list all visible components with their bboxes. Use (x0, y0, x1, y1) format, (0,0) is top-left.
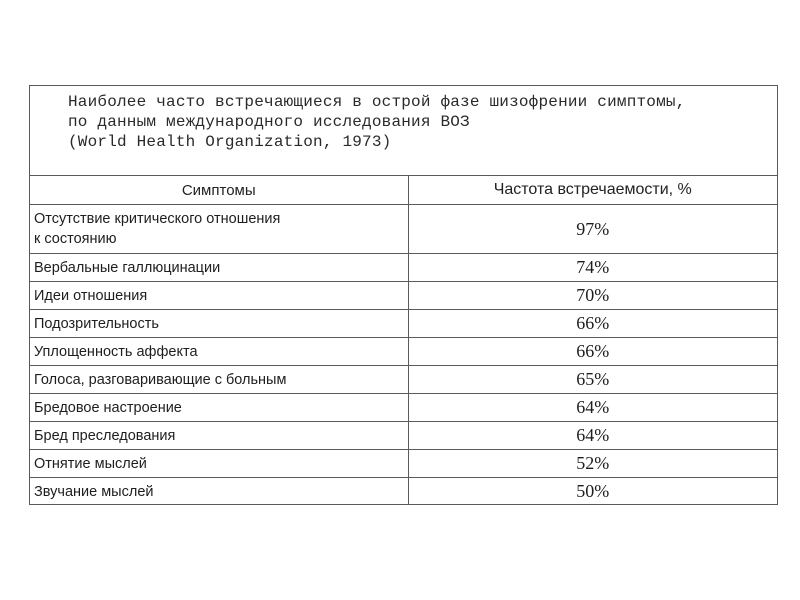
symptom-cell: Вербальные галлюцинации (30, 254, 408, 282)
symptoms-table (29, 85, 778, 505)
table-row (30, 450, 777, 478)
symptom-cell: Бредовое настроение (30, 394, 408, 422)
header-symptoms: Симптомы (181, 181, 256, 199)
table-row (30, 394, 777, 422)
table-row (30, 478, 777, 506)
frequency-cell: 64% (408, 422, 777, 450)
symptom-cell: Отнятие мыслей (30, 450, 408, 478)
table-row (30, 254, 777, 282)
symptom-cell: Идеи отношения (30, 282, 408, 310)
symptom-text: к состоянию (34, 231, 117, 247)
frequency-cell: 66% (408, 310, 777, 338)
frequency-cell: 66% (408, 338, 777, 366)
symptom-cell: Голоса, разговаривающие с больным (30, 366, 408, 394)
frequency-cell: 50% (408, 478, 777, 506)
table-caption (30, 86, 777, 176)
table-row (30, 338, 777, 366)
frequency-cell: 52% (408, 450, 777, 478)
symptom-cell: Уплощенность аффекта (30, 338, 408, 366)
table-row (30, 205, 777, 254)
table-row (30, 310, 777, 338)
caption-line-1: Наиболее часто встречающиеся в острой фазе шизофрении симптомы, (68, 93, 686, 111)
caption-line-3: (World Health Organization, 1973) (68, 133, 392, 151)
symptom-cell: Бред преследования (30, 422, 408, 450)
table-row (30, 282, 777, 310)
symptoms-grid (30, 176, 777, 505)
frequency-cell: 64% (408, 394, 777, 422)
symptom-cell: Подозрительность (30, 310, 408, 338)
frequency-cell: 74% (408, 254, 777, 282)
table-row (30, 422, 777, 450)
caption-line-2: по данным международного исследования ВОЗ (68, 113, 470, 131)
header-frequency: Частота встречаемости, % (408, 176, 777, 205)
frequency-cell: 65% (408, 366, 777, 394)
symptom-cell: Звучание мыслей (30, 478, 408, 506)
header-row (30, 176, 777, 205)
symptom-text: Отсутствие критического отношения (34, 211, 281, 227)
frequency-cell: 70% (408, 282, 777, 310)
table-row (30, 366, 777, 394)
frequency-cell: 97% (408, 205, 777, 254)
symptom-cell (30, 205, 408, 254)
